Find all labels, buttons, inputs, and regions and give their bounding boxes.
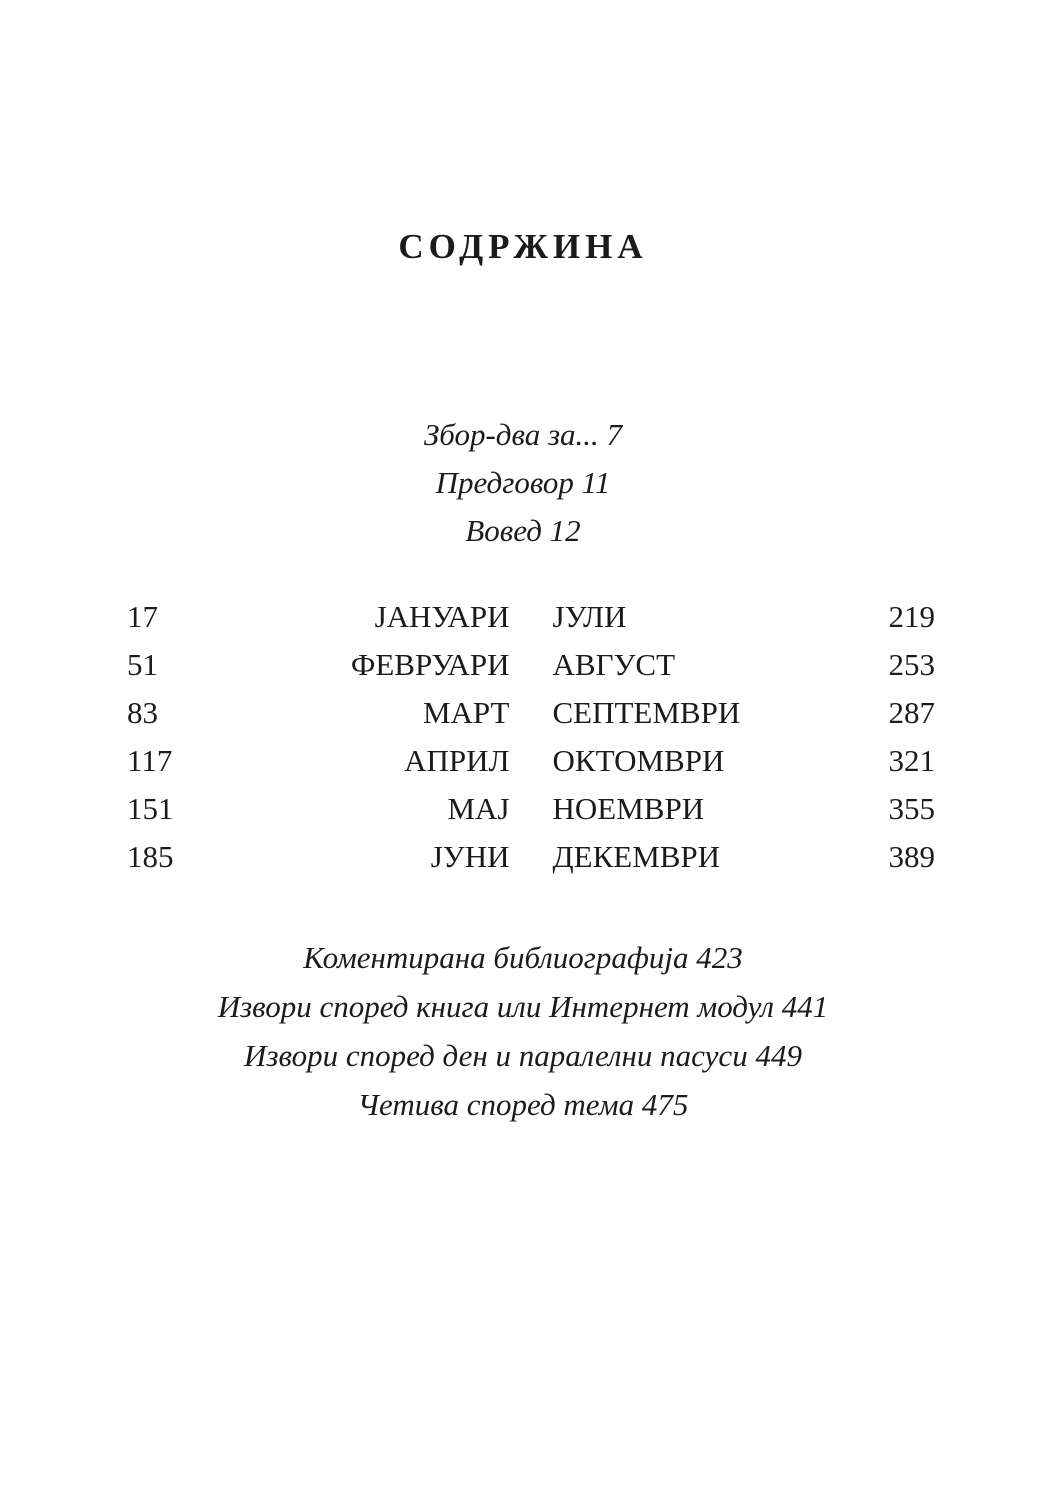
page-number-left: 17 <box>127 599 158 634</box>
table-row <box>127 785 935 833</box>
table-row <box>127 641 935 689</box>
month-first-half: АПРИЛ <box>404 743 510 778</box>
page-number-right: 389 <box>888 839 935 874</box>
toc-entry <box>0 507 1046 555</box>
front-matter-section <box>0 411 1046 555</box>
page-number-left: 51 <box>127 647 158 682</box>
page-title: СОДРЖИНА <box>398 227 648 267</box>
toc-entry <box>0 982 1046 1031</box>
month-second-half: АВГУСТ <box>552 647 676 682</box>
month-second-half: ДЕКЕМВРИ <box>552 839 721 874</box>
month-second-half: ЈУЛИ <box>552 599 627 634</box>
toc-entry-page: 475 <box>641 1087 689 1122</box>
page-number-left: 83 <box>127 695 158 730</box>
toc-entry <box>0 1031 1046 1080</box>
month-first-half: ЈАНУАРИ <box>374 599 510 634</box>
month-first-half: ФЕВРУАРИ <box>350 647 510 682</box>
toc-entry-page: 12 <box>549 513 581 548</box>
toc-entry-page: 441 <box>781 989 829 1024</box>
table-row <box>127 737 935 785</box>
toc-entry-title: Коментирана библиографија <box>303 940 689 975</box>
toc-entry <box>0 933 1046 982</box>
toc-entry-page: 11 <box>581 465 611 500</box>
toc-entry-title: Четива според тема <box>357 1087 635 1122</box>
page-number-left: 185 <box>127 839 174 874</box>
page-number-right: 355 <box>888 791 935 826</box>
toc-entry <box>0 1080 1046 1129</box>
month-first-half: ЈУНИ <box>430 839 510 874</box>
toc-entry-page: 7 <box>606 417 623 452</box>
month-second-half: СЕПТЕМВРИ <box>552 695 741 730</box>
toc-entry-title: Вовед <box>465 513 542 548</box>
page-number-right: 253 <box>888 647 935 682</box>
months-table <box>127 593 935 881</box>
toc-entry-title: Извори според книга или Интернет модул <box>217 989 775 1024</box>
toc-entry-title: Извори според ден и паралелни пасуси <box>244 1038 748 1073</box>
toc-entry-title: Збор-два за... <box>423 417 599 452</box>
toc-entry <box>0 459 1046 507</box>
table-row <box>127 833 935 881</box>
page-number-left: 151 <box>127 791 174 826</box>
back-matter-section <box>0 933 1046 1129</box>
table-row <box>127 593 935 641</box>
month-first-half: МАЈ <box>447 791 510 826</box>
month-second-half: ОКТОМВРИ <box>552 743 725 778</box>
toc-entry-title: Предговор <box>435 465 574 500</box>
month-first-half: МАРТ <box>422 695 510 730</box>
toc-entry-page: 449 <box>755 1038 802 1073</box>
toc-entry <box>0 411 1046 459</box>
page-number-right: 219 <box>888 599 935 634</box>
table-row <box>127 689 935 737</box>
month-second-half: НОЕМВРИ <box>552 791 705 826</box>
page-number-left: 117 <box>127 743 173 778</box>
page-number-right: 321 <box>888 743 935 778</box>
toc-entry-page: 423 <box>696 940 743 975</box>
page-number-right: 287 <box>888 695 935 730</box>
